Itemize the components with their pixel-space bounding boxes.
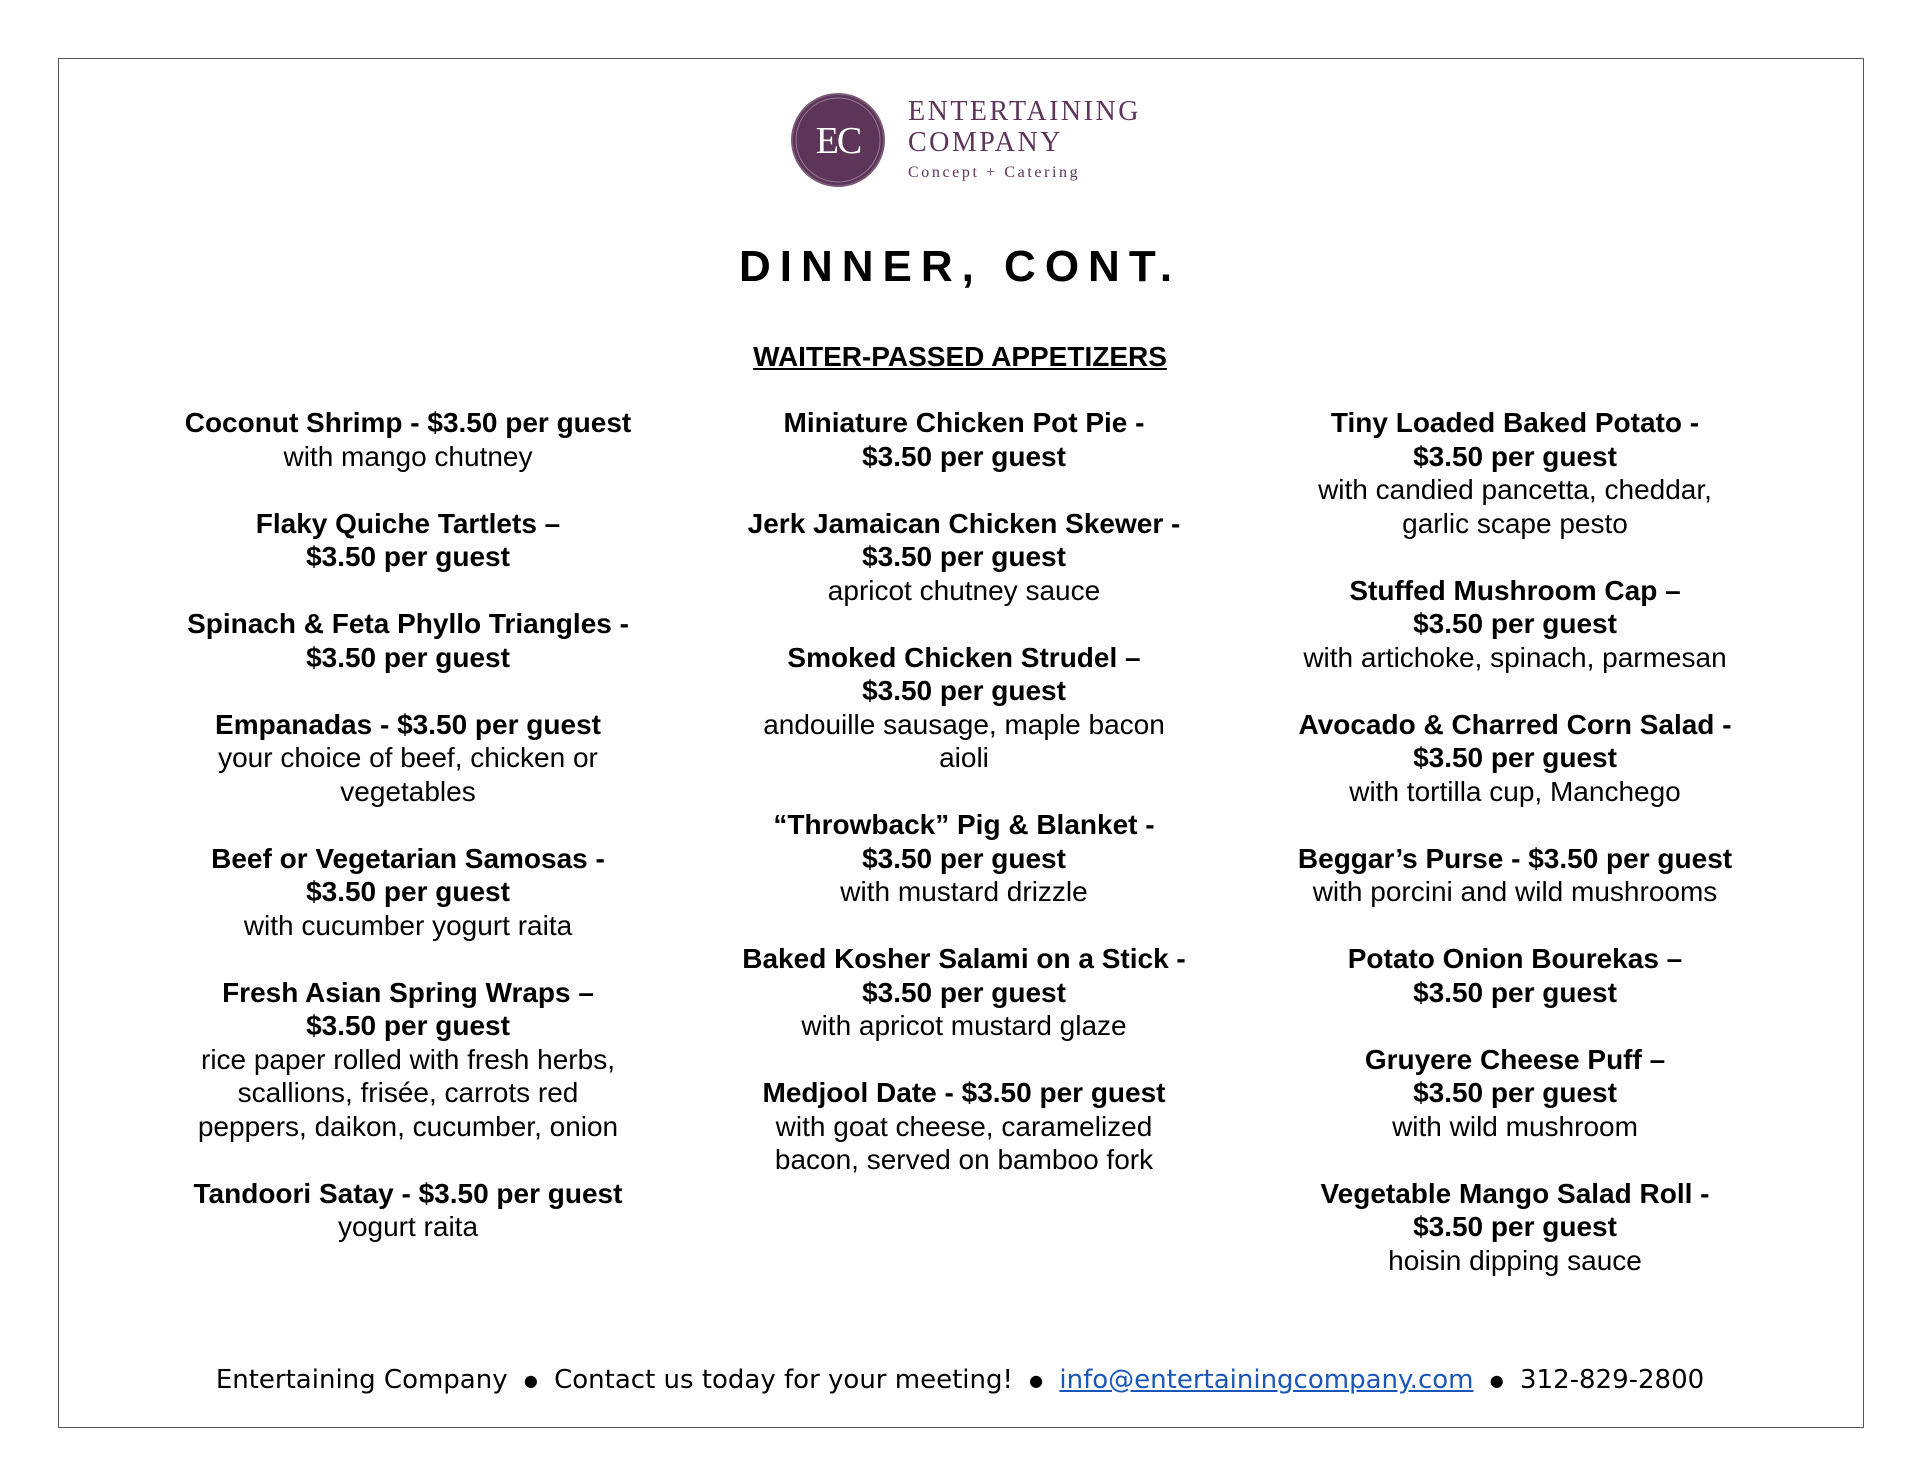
menu-item-description: with goat cheese, caramelized bacon, served on bamboo fork bbox=[774, 1110, 1154, 1175]
menu-item bbox=[684, 808, 1244, 909]
bullet-icon: ● bbox=[1489, 1371, 1504, 1390]
bullet-icon: ● bbox=[1029, 1371, 1044, 1390]
menu-item-description: with candied pancetta, cheddar, garlic scape pesto bbox=[1318, 474, 1712, 539]
menu-item-name: Tandoori Satay - $3.50 per guest bbox=[193, 1177, 623, 1209]
section-heading: WAITER-PASSED APPETIZERS bbox=[753, 341, 1167, 372]
menu-item-description: with mango chutney bbox=[283, 440, 533, 472]
menu-item bbox=[128, 406, 688, 473]
menu-item bbox=[1235, 708, 1795, 809]
menu-item-name: Medjool Date - $3.50 per guest bbox=[762, 1077, 1166, 1108]
logo-monogram: EC bbox=[815, 120, 861, 162]
menu-item bbox=[128, 976, 688, 1144]
menu-item-name: Empanadas - $3.50 per guest bbox=[215, 708, 601, 740]
menu-item bbox=[684, 1076, 1244, 1177]
footer-phone: 312-829-2800 bbox=[1519, 1365, 1705, 1395]
menu-item-name: “Throwback” Pig & Blanket - $3.50 per guest bbox=[773, 809, 1155, 874]
menu-item-name: Baked Kosher Salami on a Stick - $3.50 per guest bbox=[742, 943, 1186, 1008]
menu-item bbox=[1235, 1177, 1795, 1278]
menu-item bbox=[684, 942, 1244, 1043]
menu-item-description: with apricot mustard glaze bbox=[801, 1010, 1127, 1041]
menu-item bbox=[1235, 842, 1795, 909]
menu-item-description: with tortilla cup, Manchego bbox=[1349, 775, 1681, 807]
menu-item-description: with cucumber yogurt raita bbox=[243, 909, 573, 941]
menu-item-name: Avocado & Charred Corn Salad - $3.50 per guest bbox=[1298, 708, 1732, 773]
logo-line-company: COMPANY bbox=[908, 127, 1063, 158]
page-title: DINNER, CONT. bbox=[738, 242, 1182, 291]
menu-item-name: Tiny Loaded Baked Potato - $3.50 per guest bbox=[1330, 407, 1700, 472]
menu-item bbox=[684, 507, 1244, 608]
logo-line-entertaining: ENTERTAINING bbox=[908, 96, 1141, 127]
menu-item-name: Fresh Asian Spring Wraps – $3.50 per guest bbox=[222, 976, 594, 1041]
menu-item-name: Beggar’s Purse - $3.50 per guest bbox=[1297, 842, 1733, 874]
menu-item-name: Coconut Shrimp - $3.50 per guest bbox=[184, 407, 632, 438]
menu-item-name: Potato Onion Bourekas – $3.50 per guest bbox=[1347, 943, 1683, 1008]
menu-item-name: Flaky Quiche Tartlets – $3.50 per guest bbox=[255, 507, 561, 572]
menu-item bbox=[128, 507, 688, 574]
menu-item-description: yogurt raita bbox=[337, 1211, 479, 1242]
menu-item bbox=[1235, 942, 1795, 1009]
menu-item-name: Gruyere Cheese Puff – $3.50 per guest bbox=[1364, 1043, 1666, 1108]
menu-item-description: apricot chutney sauce bbox=[827, 574, 1101, 606]
menu-item-name: Beef or Vegetarian Samosas - $3.50 per guest bbox=[211, 842, 605, 907]
menu-item bbox=[1235, 574, 1795, 675]
menu-item-description: andouille sausage, maple bacon aioli bbox=[763, 708, 1165, 773]
menu-item bbox=[1235, 406, 1795, 540]
footer-cta: Contact us today for your meeting! bbox=[554, 1365, 1013, 1395]
logo-wordmark bbox=[908, 96, 1141, 182]
menu-item-name: Spinach & Feta Phyllo Triangles - $3.50 per guest bbox=[187, 608, 629, 673]
menu-item-description: with mustard drizzle bbox=[840, 876, 1088, 907]
menu-item bbox=[128, 607, 688, 674]
menu-item bbox=[1235, 1043, 1795, 1144]
company-logo bbox=[790, 90, 1140, 190]
logo-seal-icon bbox=[790, 92, 886, 188]
menu-item-name: Miniature Chicken Pot Pie - $3.50 per guest bbox=[783, 407, 1145, 472]
menu-item-description: hoisin dipping sauce bbox=[1388, 1244, 1642, 1276]
menu-column-right bbox=[1235, 406, 1795, 1311]
menu-item-description: rice paper rolled with fresh herbs, scallions, frisée, carrots red peppers, daikon, cucumber, onion bbox=[197, 1043, 619, 1142]
logo-tagline: Concept + Catering bbox=[908, 164, 1081, 181]
footer bbox=[0, 1365, 1920, 1395]
menu-item bbox=[684, 406, 1244, 473]
menu-item-description: with porcini and wild mushrooms bbox=[1312, 876, 1718, 907]
menu-item bbox=[128, 1177, 688, 1244]
menu-item bbox=[128, 842, 688, 943]
menu-item-name: Smoked Chicken Strudel – $3.50 per guest bbox=[787, 641, 1141, 706]
menu-item-description: your choice of beef, chicken or vegetables bbox=[218, 742, 598, 807]
menu-item bbox=[684, 641, 1244, 775]
menu-item-name: Vegetable Mango Salad Roll - $3.50 per guest bbox=[1320, 1177, 1710, 1242]
menu-item-name: Jerk Jamaican Chicken Skewer - $3.50 per guest bbox=[747, 507, 1181, 572]
footer-email-link[interactable]: info@entertainingcompany.com bbox=[1059, 1365, 1474, 1395]
menu-item-description: with wild mushroom bbox=[1392, 1110, 1638, 1142]
menu-item-name: Stuffed Mushroom Cap – $3.50 per guest bbox=[1349, 574, 1681, 639]
footer-company: Entertaining Company bbox=[215, 1365, 508, 1395]
menu-item-description: with artichoke, spinach, parmesan bbox=[1303, 641, 1727, 673]
menu-item bbox=[128, 708, 688, 809]
menu-column-left bbox=[128, 406, 688, 1277]
menu-column-center bbox=[684, 406, 1244, 1210]
bullet-icon: ● bbox=[523, 1371, 538, 1390]
